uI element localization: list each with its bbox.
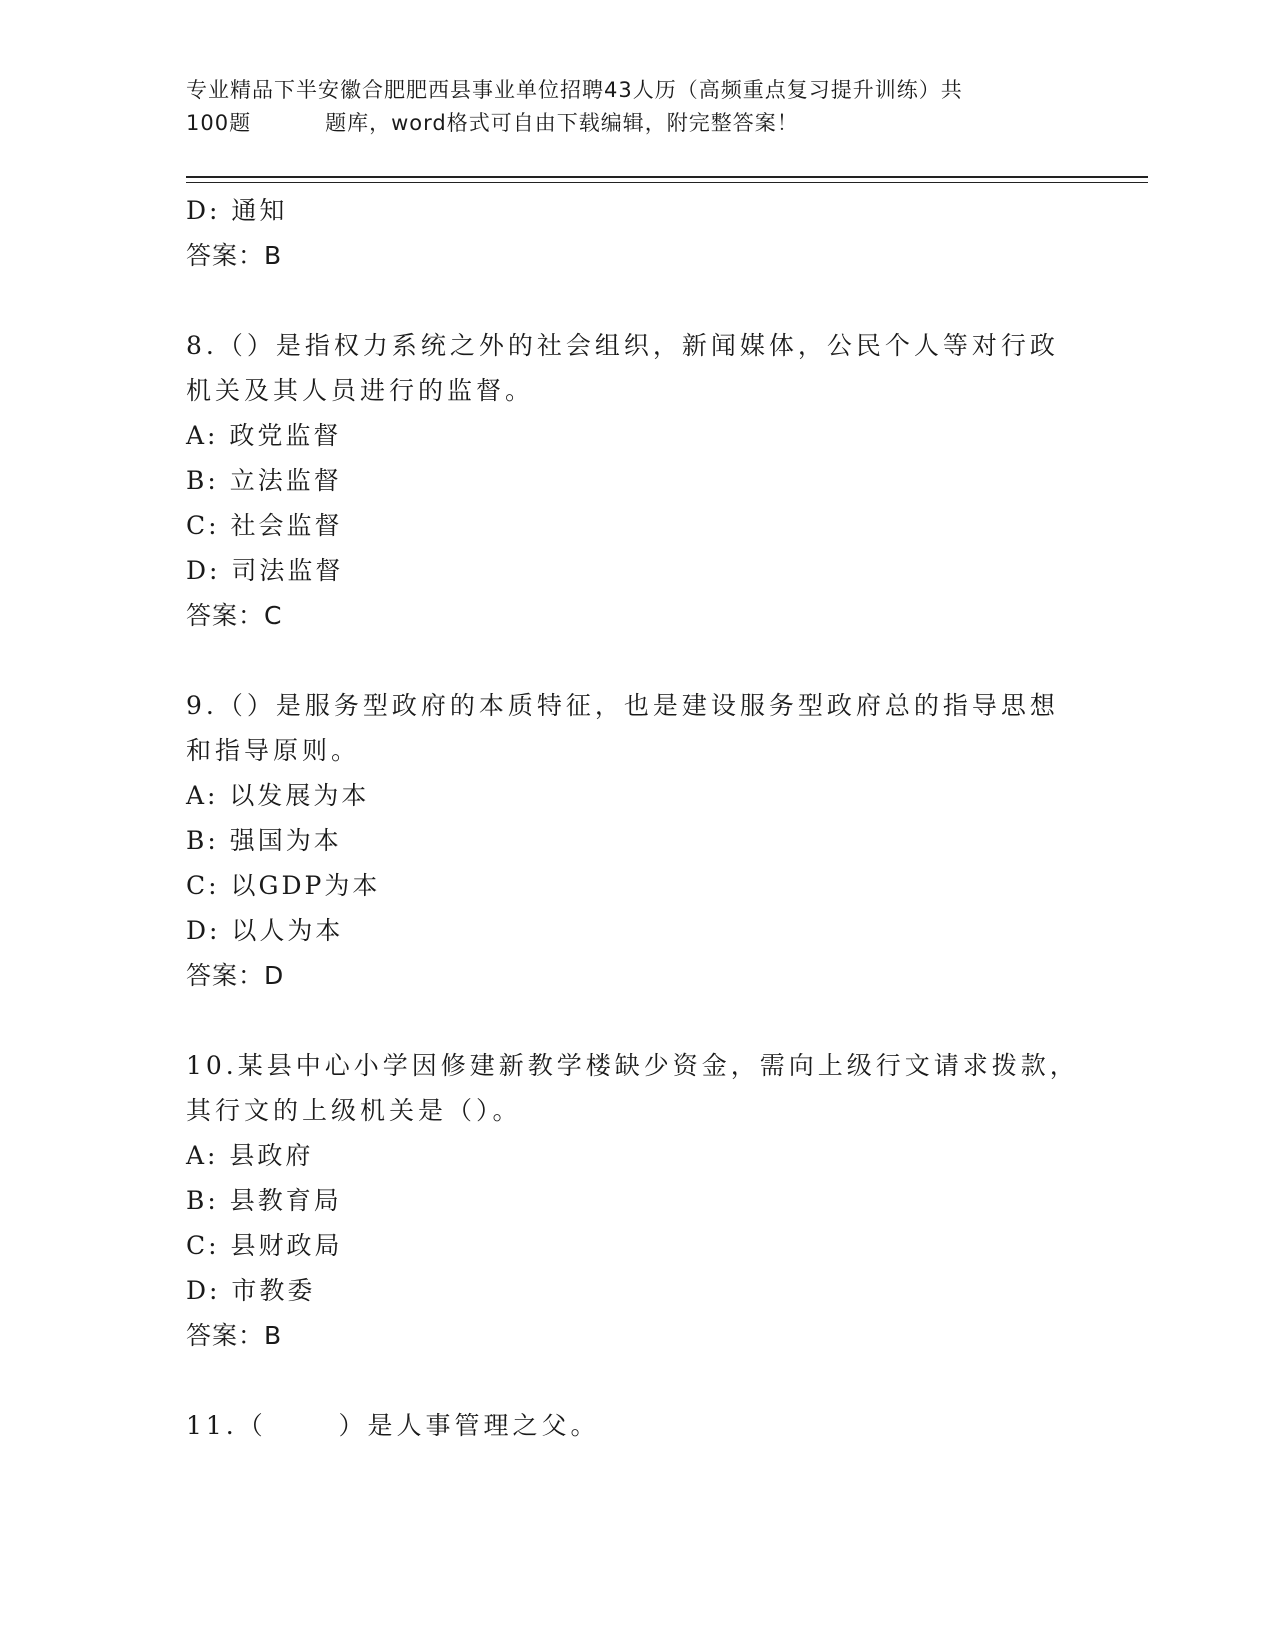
answer-line: 答案：B [186, 241, 283, 270]
question-text: 9.（）是服务型政府的本质特征，也是建设服务型政府总的指导思想 [186, 691, 1059, 720]
answer-line: 答案：D [186, 961, 285, 990]
option-b: B: 强国为本 [186, 826, 342, 855]
question-9 [186, 683, 1086, 998]
header-divider [186, 176, 1148, 183]
question-text: 10.某县中心小学因修建新教学楼缺少资金，需向上级行文请求拨款， [186, 1051, 1079, 1080]
question-10 [186, 1043, 1086, 1358]
question-list [186, 188, 1086, 1448]
option-b: B: 立法监督 [186, 466, 342, 495]
answer-line: 答案：C [186, 601, 283, 630]
header-title-line1: 专业精品下半安徽合肥肥西县事业单位招聘43人历（高频重点复习提升训练）共 [186, 78, 963, 102]
option-a: A: 政党监督 [186, 421, 342, 450]
question-text: 其行文的上级机关是（）。 [186, 1096, 522, 1125]
option-d: D: 司法监督 [186, 556, 344, 585]
option-b: B: 县教育局 [186, 1186, 342, 1215]
header-title-line2 [186, 107, 1086, 140]
question-text: 11.（ ）是人事管理之父。 [186, 1411, 600, 1440]
option-d: D: 市教委 [186, 1276, 316, 1305]
question-text: 和指导原则。 [186, 736, 361, 765]
document-header [186, 74, 1086, 140]
option-a: A: 县政府 [186, 1141, 314, 1170]
option-c: C: 县财政局 [186, 1231, 343, 1260]
question-text: 8.（）是指权力系统之外的社会组织，新闻媒体，公民个人等对行政 [186, 331, 1059, 360]
question-text: 机关及其人员进行的监督。 [186, 376, 535, 405]
answer-line: 答案：B [186, 1321, 283, 1350]
header-count: 100题 [186, 111, 252, 135]
option-c: C: 社会监督 [186, 511, 343, 540]
option-d: D: 通知 [186, 196, 288, 225]
option-c: C: 以GDP为本 [186, 871, 381, 900]
option-d: D: 以人为本 [186, 916, 344, 945]
option-a: A: 以发展为本 [186, 781, 370, 810]
question-8 [186, 323, 1086, 638]
header-description: 题库，word格式可自由下载编辑，附完整答案！ [325, 111, 799, 135]
question-11 [186, 1403, 1086, 1448]
